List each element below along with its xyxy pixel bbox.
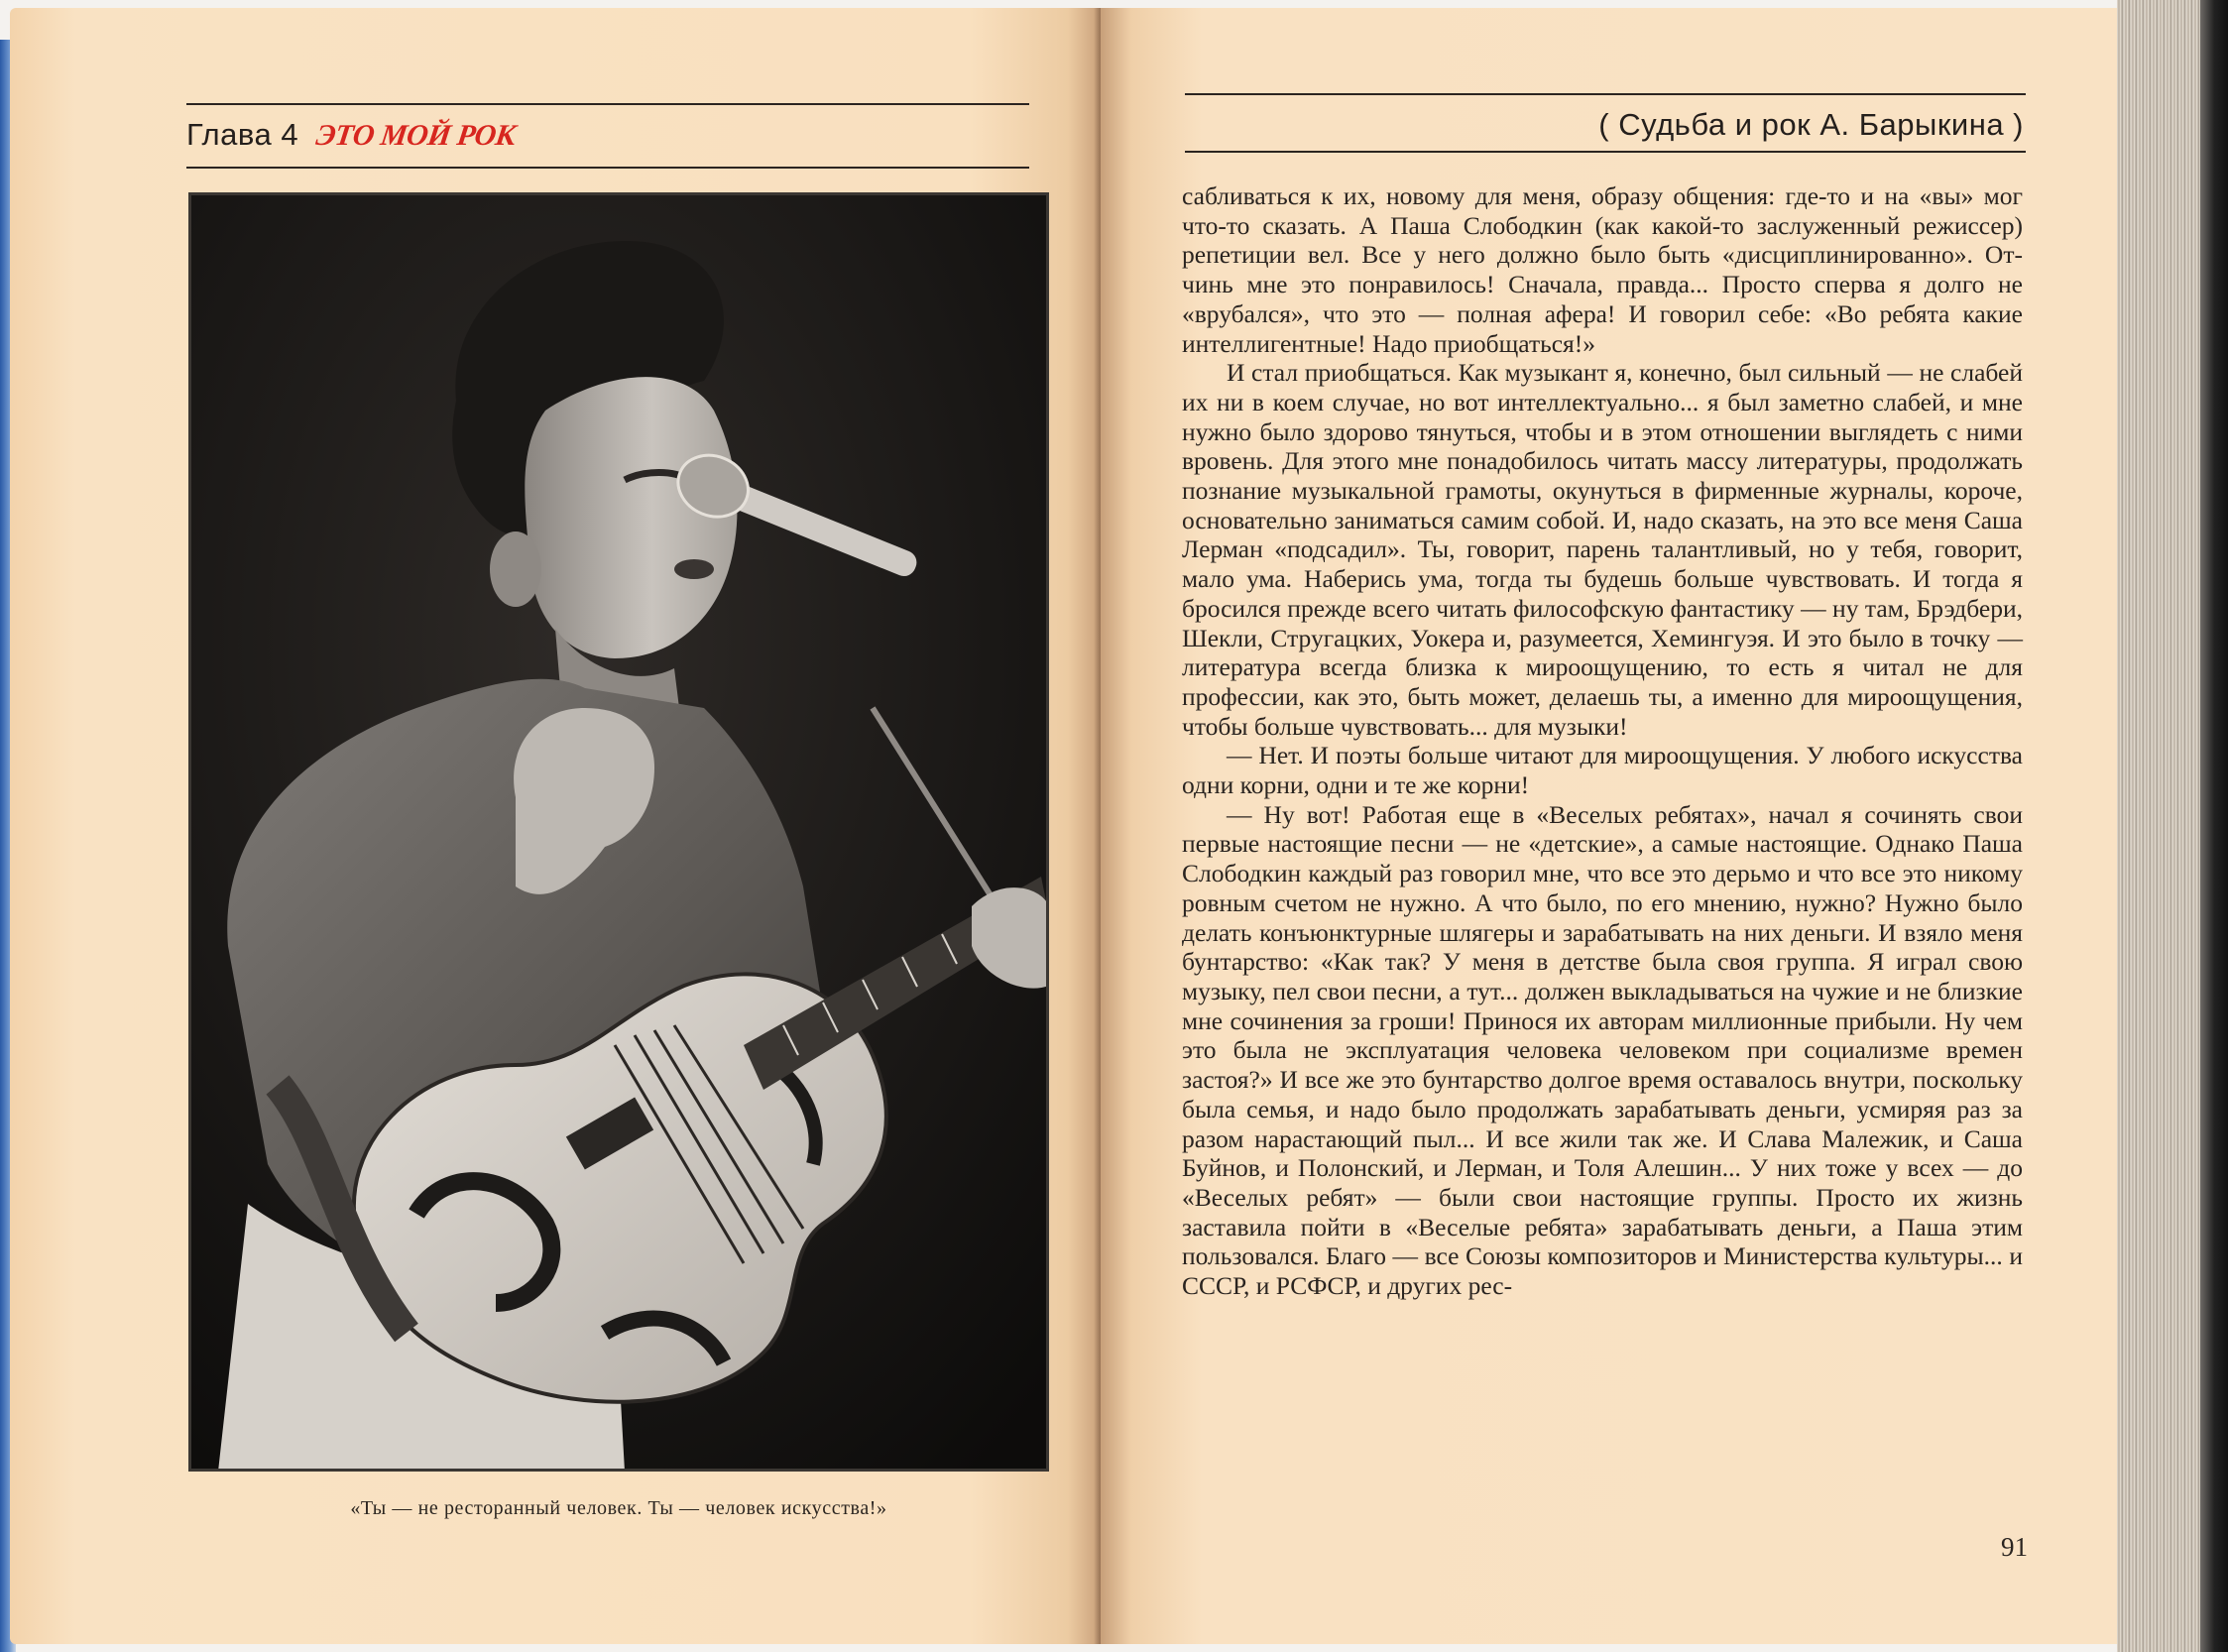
page-number: 91	[2001, 1532, 2028, 1562]
left-page-header	[186, 117, 1029, 161]
paragraph: — Нет. И поэты больше читают для мироощущения. У любого искусства одни корни, одни и те же корни!	[1182, 741, 2023, 800]
paragraph: — Ну вот! Работая еще в «Веселых ребятах», начал я сочинять свои первые настоящие песни — не «детские», а самые настоящие. Однако Паша Слободкин каждый раз говорил мне, что все это дерьмо и что все это никому ровным счетом не нужно. А что было, по его мнению, нужно? Нужно было делать конъюнктурные шлягеры и зарабатывать на них деньги. И взяло меня бунтарство: «Как так? У меня в детстве была своя группа. Я играл свою музыку, пел свои песни, а тут... должен выкладываться на чужие и не близкие мне сочинения за гроши! Принося их авторам миллионные прибыли. Ну чем это была не эксплуатация человека человеком при социализме времен застоя?» И все же это бунтарство долгое время оставалось внутри, поскольку была семья, и надо было продолжать зарабатывать деньги, усмиряя раз за разом нарастающий пыл... И все жили так же. И Слава Малежик, и Саша Буйнов, и Полонский, и Лерман, и Толя Алешин... У них тоже у всех — до «Веселых ребят» — были свои настоящие группы. Просто их жизнь заставила пойти в «Веселые ребята» зарабатывать деньги, а Паша этим пользовался. Благо — все Союзы композиторов и Министерства культуры... и СССР, и РСФСР, и других рес-	[1182, 799, 2023, 1301]
page-stack-edge	[2117, 0, 2228, 1652]
paragraph: И стал приобщаться. Как музыкант я, конечно, был сильный — не слабей их ни в коем случае, но вот интеллектуально... я был заметно слабей, и мне нужно было здорово тянуться, чтобы и в этом отношении выглядеть с ними вровень. Для этого мне понадобилось читать массу литературы, продолжать познание музыкальной грамоты, окунуться в фирменные журналы, короче, основательно заниматься самим собой. И, надо сказать, на это все меня Саша Лерман «подсадил». Ты, говорит, парень талантливый, но у тебя, говорит, мало ума. Наберись ума, тогда ты будешь больше чувствовать. И тогда я бросился прежде всего читать философскую фантастику — ну там, Брэдбери, Шекли, Стругацких, Уокера и, разумеется, Хемингуэя. И это было в точку — литература всегда близка к мироощущению, то есть я читал не для профессии, как это, быть может, делаешь ты, а именно для мироощущения, чтобы больше чувствовать... для музыки!	[1182, 358, 2023, 741]
left-header-bottom-rule	[186, 167, 1029, 169]
body-text	[1182, 181, 2023, 1301]
left-header-top-rule	[186, 103, 1029, 105]
photo-caption: «Ты — не ресторанный человек. Ты — человек искусства!»	[350, 1497, 887, 1519]
right-header-top-rule	[1185, 93, 2026, 95]
chapter-label: Глава 4	[186, 117, 299, 152]
concert-photo	[188, 192, 1049, 1472]
chapter-title: ЭТО МОЙ РОК	[313, 119, 519, 152]
paragraph: сабливаться к их, новому для меня, образу общения: где-то и на «вы» мог что-то сказать. А Паша Слободкин (как какой-то заслуженный режиссер) репетиции вел. Все у него должно было быть «дисциплинированно». От-чинь мне это понравилось! Сначала, правда... Просто сперва я долго не «врубался», что это — полная афера! И говорил себе: «Во ребята какие интеллигентные! Надо приобщаться!»	[1182, 181, 2023, 358]
singer-with-guitar-illustration	[188, 192, 1049, 1472]
right-header-bottom-rule	[1185, 151, 2026, 153]
running-title: ( Судьба и рок А. Барыкина )	[1598, 107, 2024, 142]
